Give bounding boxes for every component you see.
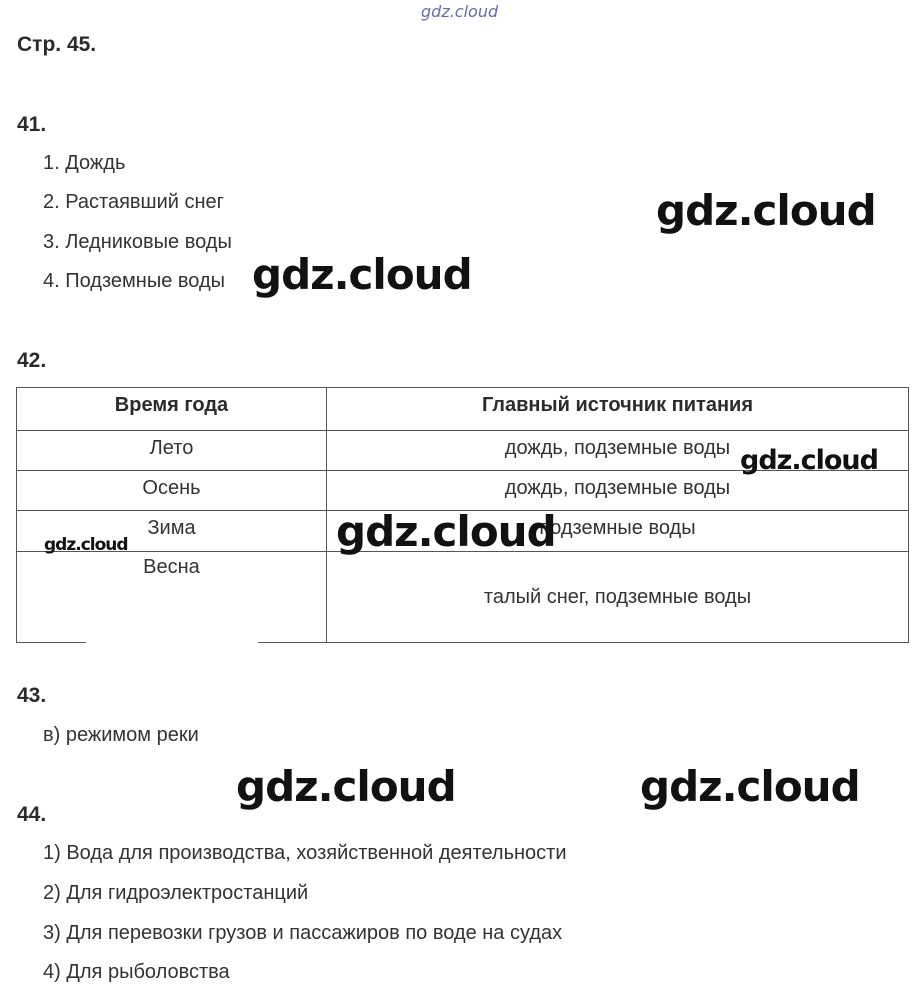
source-cell: дождь, подземные воды [327,471,909,511]
table-row [17,471,909,511]
border-gap [86,640,258,645]
source-cell: дождь, подземные воды [327,431,909,471]
page-label: Стр. 45. [17,33,97,56]
q41-item-2: 2. Растаявший снег [43,191,224,213]
q44-item-3: 3) Для перевозки грузов и пассажиров по воде на судах [43,922,563,944]
watermark: gdz.cloud [44,535,128,555]
question-41-number: 41. [17,113,47,136]
watermark-top: gdz.cloud [421,2,499,21]
watermark: gdz.cloud [236,762,456,811]
q41-item-4: 4. Подземные воды [43,270,226,292]
q44-item-4: 4) Для рыболовства [43,961,230,983]
q41-item-1: 1. Дождь [43,152,126,174]
season-cell: Осень [17,471,327,511]
watermark: gdz.cloud [336,507,556,556]
q43-answer: в) режимом реки [43,724,199,746]
watermark: gdz.cloud [252,250,472,299]
watermark: gdz.cloud [740,445,878,476]
source-cell: подземные воды [327,511,909,551]
season-cell: Лето [17,431,327,471]
watermark: gdz.cloud [640,762,860,811]
header-source: Главный источник питания [327,388,909,431]
header-season: Время года [17,388,327,431]
season-cell: Зима [17,511,327,551]
watermark: gdz.cloud [656,186,876,235]
question-43-number: 43. [17,684,47,707]
q41-item-3: 3. Ледниковые воды [43,231,232,253]
question-42-number: 42. [17,349,47,372]
season-cell: Весна [17,551,327,642]
table-row [17,551,909,642]
source-cell: талый снег, подземные воды [327,551,909,642]
q44-item-2: 2) Для гидроэлектростанций [43,882,309,904]
question-44-number: 44. [17,803,47,826]
q44-item-1: 1) Вода для производства, хозяйственной деятельности [43,842,567,864]
